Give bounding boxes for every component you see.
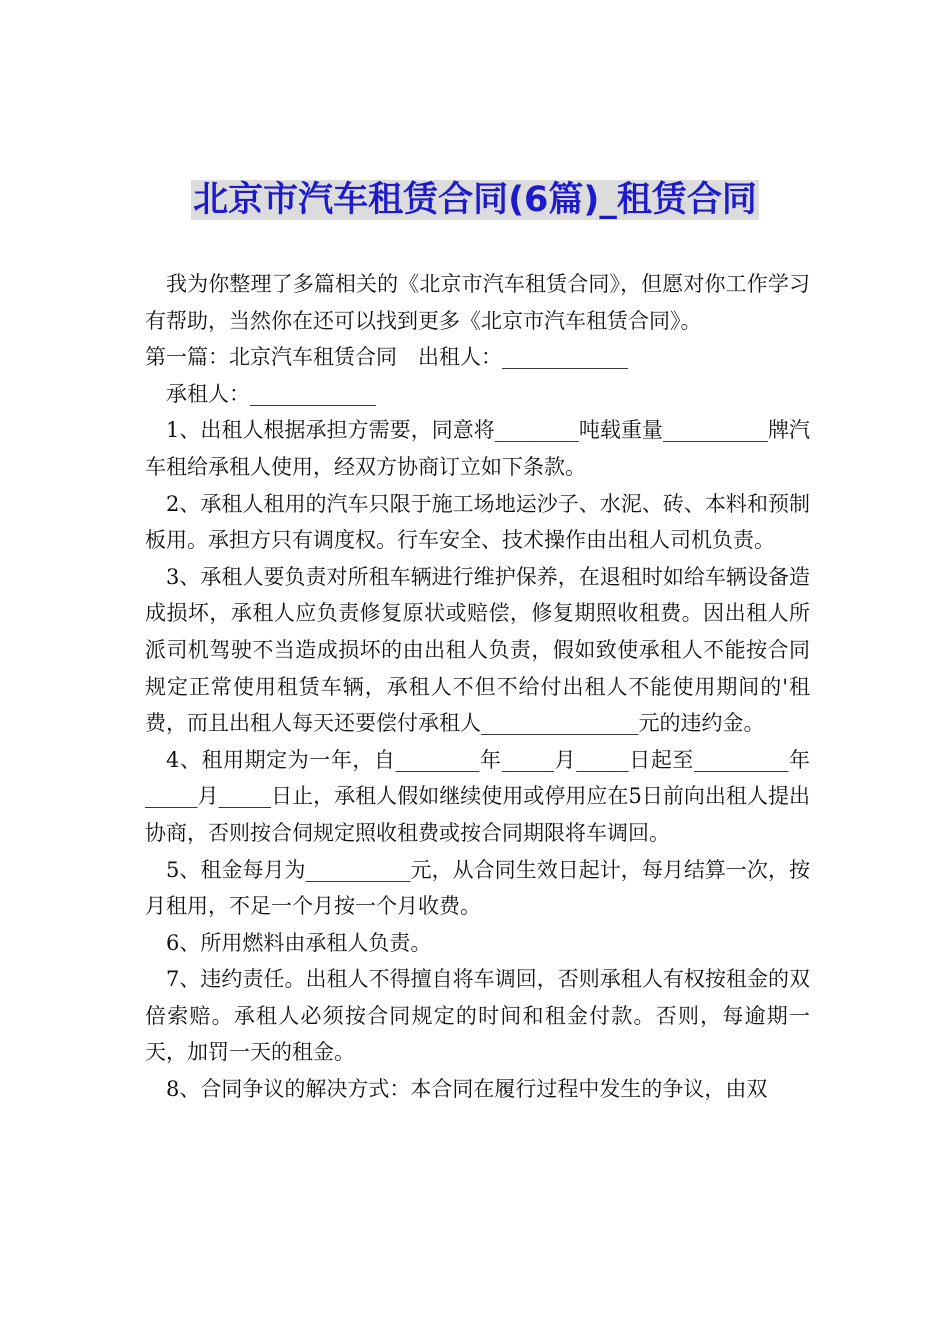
clause-4: 4、租用期定为一年，自________年_____月_____日起至_________年_____月_____日止，承租人假如继续使用或停用应在5日前向出租人提出协商，否则按合伺规定照收租费或按合同期限将车调回。 (145, 747, 810, 845)
clause-3: 3、承租人要负责对所租车辆进行维护保养，在退租时如给车辆设备造成损坏，承租人应负责修复原状或赔偿，修复期照收租费。因出租人所派司机驾驶不当造成损坏的由出租人负责，假如致使承租人不能按合同规定正常使用租赁车辆，承租人不但不给付出租人不能使用期间的'租费，而且出租人每天还要偿付承租人_______________元的违约金。 (145, 564, 810, 736)
clause-8: 8、合同争议的解决方式：本合同在履行过程中发生的争议，由双 (166, 1077, 768, 1102)
clause-7: 7、违约责任。出租人不得擅自将车调回，否则承租人有权按租金的双倍索赔。承租人必须按合同规定的时间和租金付款。否则，每逾期一天，加罚一天的租金。 (145, 967, 810, 1065)
document-body (145, 266, 810, 1108)
document-title-text: 北京市汽车租赁合同(6篇)_租赁合同 (193, 180, 757, 220)
lessee-line: 承租人：____________ (166, 381, 376, 406)
clause-2: 2、承租人租用的汽车只限于施工场地运沙子、水泥、砖、本料和预制板用。承担方只有调度权。行车安全、技术操作由出租人司机负责。 (145, 491, 810, 553)
document-title (0, 176, 950, 224)
section-heading-lessor: 第一篇：北京汽车租赁合同 出租人：____________ (145, 345, 628, 370)
clause-5: 5、租金每月为__________元，从合同生效日起计，每月结算一次，按月租用，不足一个月按一个月收费。 (145, 857, 810, 919)
intro-paragraph: 我为你整理了多篇相关的《北京市汽车租赁合同》，但愿对你工作学习有帮助，当然你在还可以找到更多《北京市汽车租赁合同》。 (145, 272, 810, 333)
clause-6: 6、所用燃料由承租人负责。 (166, 930, 432, 955)
clause-1: 1、出租人根据承担方需要，同意将________吨载重量__________牌汽车租给承租人使用，经双方协商订立如下条款。 (145, 418, 810, 479)
